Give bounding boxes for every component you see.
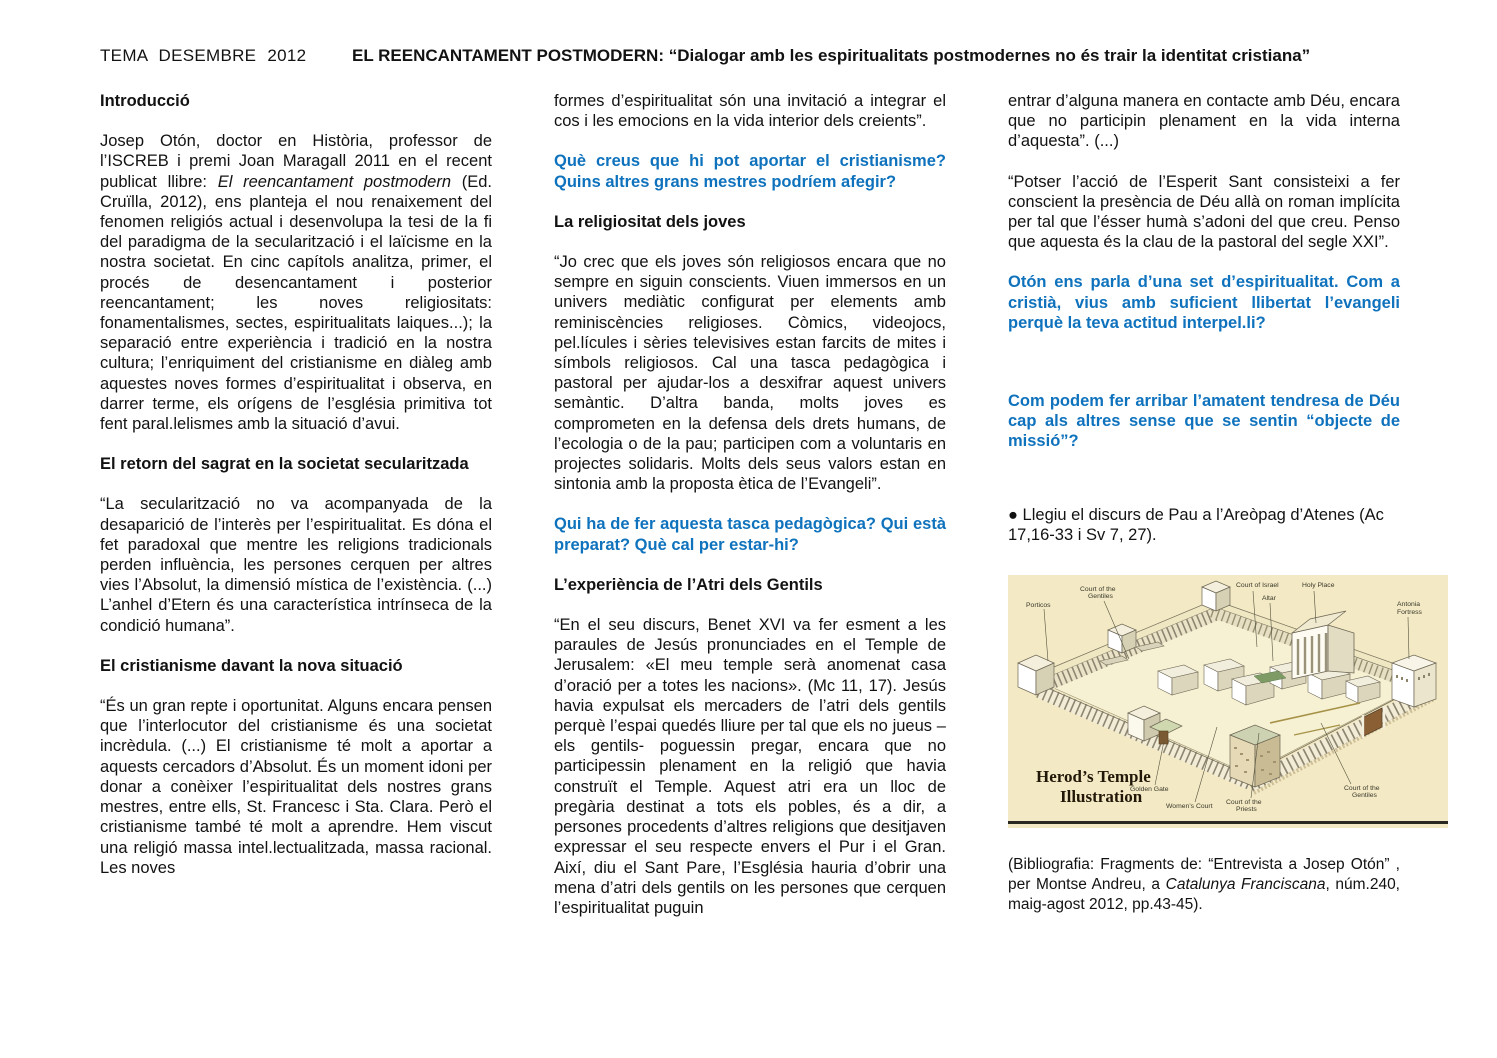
intro-text-post: (Ed. Cruïlla, 2012), ens planteja el nou renaixement del fenomen religiós actual i desenvolupa la tesi de la fi del paradigma de la secularització i el laïcisme en la nostra societat. En cinc capítols analitza, primer, el procés de desencantament i posterior reencantament; les noves religiositats: fonamentalismes, sectes, espiritualitats laiques...); la separació entre experiència i tradició en la nostra cultura; l’enriquiment del cristianisme en diàleg amb aquestes noves formes d’espiritualitat i observa, en darrer terme, els orígens de l’església primitiva tot fent paral.lelismes amb la situació d’avui.	[100, 172, 492, 434]
label-antonia-1: Antonia	[1397, 601, 1421, 609]
paragraph-secularitzacio: “La secularització no va acompanyada de la desaparició de l’interès per l’espiritualitat. Es dóna el fet paradoxal que mentre les religions tradicionals perden influència, les persones cerquen per altres vies l’Absolut, la dimensió mística de l’existència. (...) L’anhel d’Etern és una característica intrínseca de la condició humana”.	[100, 495, 492, 635]
label-court-gentiles-top-1: Court of the	[1080, 586, 1116, 594]
heading-religiositat-joves: La religiositat dels joves	[554, 212, 746, 231]
bullet-llegiu-discurs: ● Llegiu el discurs de Pau a l’Areòpag d’Atenes (Ac 17,16-33 i Sv 7, 27).	[1008, 505, 1384, 544]
column-1	[100, 91, 492, 938]
temple-figure	[1008, 575, 1448, 833]
temple-title-line2: Illustration	[1060, 787, 1143, 807]
bibliography-post: , núm.240, maig-agost 2012, pp.43-45).	[1008, 876, 1400, 914]
heading-introduccio: Introducció	[100, 92, 190, 110]
journal-title-italic: Catalunya Franciscana	[1165, 876, 1326, 894]
paragraph-benet-xvi: “En el seu discurs, Benet XVI va fer esment a les paraules de Jesús pronunciades en el Temple de Jerusalem: «El meu temple serà anomenat casa d’oració per a totes les nacions». (Mc 11, 17). Jesús havia expulsat els mercaders de l’atri dels gentils perquè l’espai quedés lliure per tal que els no jueus –els gentils- poguessin pregar, encara que no participessin plenament en la religió que havia construït el Temple. Aquest atri era un lloc de pregària destinat a tots els pobles, és a dir, a persones procedents d’altres religions que desitjaven expressar el seu respecte envers el Pur i el Gran. Així, diu el Sant Pare, l’Església hauria d’obrir una mena d’atri dels gentils on les persones que cerquen l’espiritualitat puguin	[554, 616, 946, 917]
intro-text-pre: Josep Otón, doctor en Història, professor de l’ISCREB i premi Joan Maragall 2011 en el recent publicat llibre:	[100, 132, 492, 191]
label-court-priests-1: Court of the	[1226, 799, 1262, 807]
label-womens-court: Women’s Court	[1166, 803, 1213, 811]
column-2	[554, 91, 946, 938]
label-court-gentiles-top-2: Gentiles	[1088, 593, 1113, 601]
question-aportar-cristianisme: Què creus que hi pot aportar el cristianisme? Quins altres grans mestres podríem afegir?	[554, 152, 946, 191]
header-tag: TEMA DESEMBRE 2012	[100, 46, 307, 65]
temple-title-line1: Herod’s Temple	[1036, 767, 1151, 787]
heading-retorn-del-sagrat: El retorn del sagrat en la societat secularitzada	[100, 455, 469, 474]
document-header	[100, 46, 1400, 66]
label-holy-place: Holy Place	[1302, 582, 1335, 590]
label-court-gentiles-br-1: Court of the	[1344, 785, 1380, 793]
heading-cristianisme-nova-situacio: El cristianisme davant la nova situació	[100, 656, 403, 675]
question-set-espiritualitat: Otón ens parla d’una set d’espiritualitat. Com a cristià, vius amb suficient llibertat l’evangeli perquè la teva actitud interpel.li?	[1008, 273, 1400, 332]
question-tasca-pedagogica: Qui ha de fer aquesta tasca pedagògica? Qui està preparat? Què cal per estar-hi?	[554, 515, 946, 554]
label-court-priests-2: Priests	[1236, 806, 1257, 814]
herods-temple-illustration	[1008, 575, 1448, 828]
paragraph-formes-espiritualitat: formes d’espiritualitat són una invitació a integrar el cos i les emocions en la vida interior dels creients”.	[554, 92, 946, 131]
paragraph-joves-religiosos: “Jo crec que els joves són religiosos encara que no sempre en siguin conscients. Viuen immersos en un univers mediàtic configurat per elements amb reminiscències religioses. Còmics, videojocs, pel.lícules i sèries televisives estan farcits de mites i símbols religiosos. Cal una tasca pedagògica i pastoral per ajudar-los a desxifrar aquest univers semàntic. D’altra banda, molts joves es comprometen en la defensa dels drets humans, de l’ecologia o de la pau; participen com a voluntaris en projectes solidaris. Molts dels seus valors estan en sintonia amb la proposta ètica de l’Evangeli”.	[554, 253, 946, 494]
label-golden-gate: Golden Gate	[1130, 786, 1169, 794]
paragraph-gran-repte: “És un gran repte i oportunitat. Alguns encara pensen que l’interlocutor del cristianisme és una societat incrèdula. (...) El cristianisme té molt a aportar a aquests cercadors d’Absolut. És un moment idoni per donar a conèixer l’espiritualitat dels nostres grans mestres, entre ells, St. Francesc i Sta. Clara. Però el cristianisme també té molt a aprendre. Hem viscut una religió massa intel.lectualitzada, massa racional. Les noves	[100, 697, 492, 877]
column-3	[1008, 91, 1422, 938]
label-porticos: Porticos	[1026, 602, 1051, 610]
question-amatent-tendresa: Com podem fer arribar l’amatent tendresa de Déu cap als altres sense que se sentin “objecte de missió”?	[1008, 392, 1400, 451]
bibliography	[1008, 855, 1400, 915]
page-title: EL REENCANTAMENT POSTMODERN: “Dialogar amb les espiritualitats postmodernes no és trair la identitat cristiana”	[352, 46, 1311, 65]
paragraph-contacte-deu: entrar d’alguna manera en contacte amb Déu, encara que no participin plenament en la vida interna d’aquesta”. (...)	[1008, 92, 1400, 151]
bibliography-pre: (Bibliografia: Fragments de: “Entrevista a Josep Otón” , per Montse Andreu, a	[1008, 856, 1400, 894]
paragraph-intro	[100, 131, 492, 434]
heading-atri-dels-gentils: L’experiència de l’Atri dels Gentils	[554, 575, 823, 594]
label-antonia-2: Fortress	[1397, 609, 1422, 617]
book-title-italic: El reencantament postmodern	[217, 172, 452, 191]
paragraph-esperit-sant: “Potser l’acció de l’Esperit Sant consisteixi a fer conscient la presència de Déu allà on roman implícita per tal que l’ésser humà s’adoni del que creu. Penso que aquesta és la clau de la pastoral del segle XXI”.	[1008, 172, 1400, 252]
label-court-of-israel: Court of Israel	[1236, 582, 1279, 590]
label-court-gentiles-br-2: Gentiles	[1352, 792, 1377, 800]
three-column-layout	[100, 91, 1422, 938]
label-altar: Altar	[1262, 595, 1276, 603]
